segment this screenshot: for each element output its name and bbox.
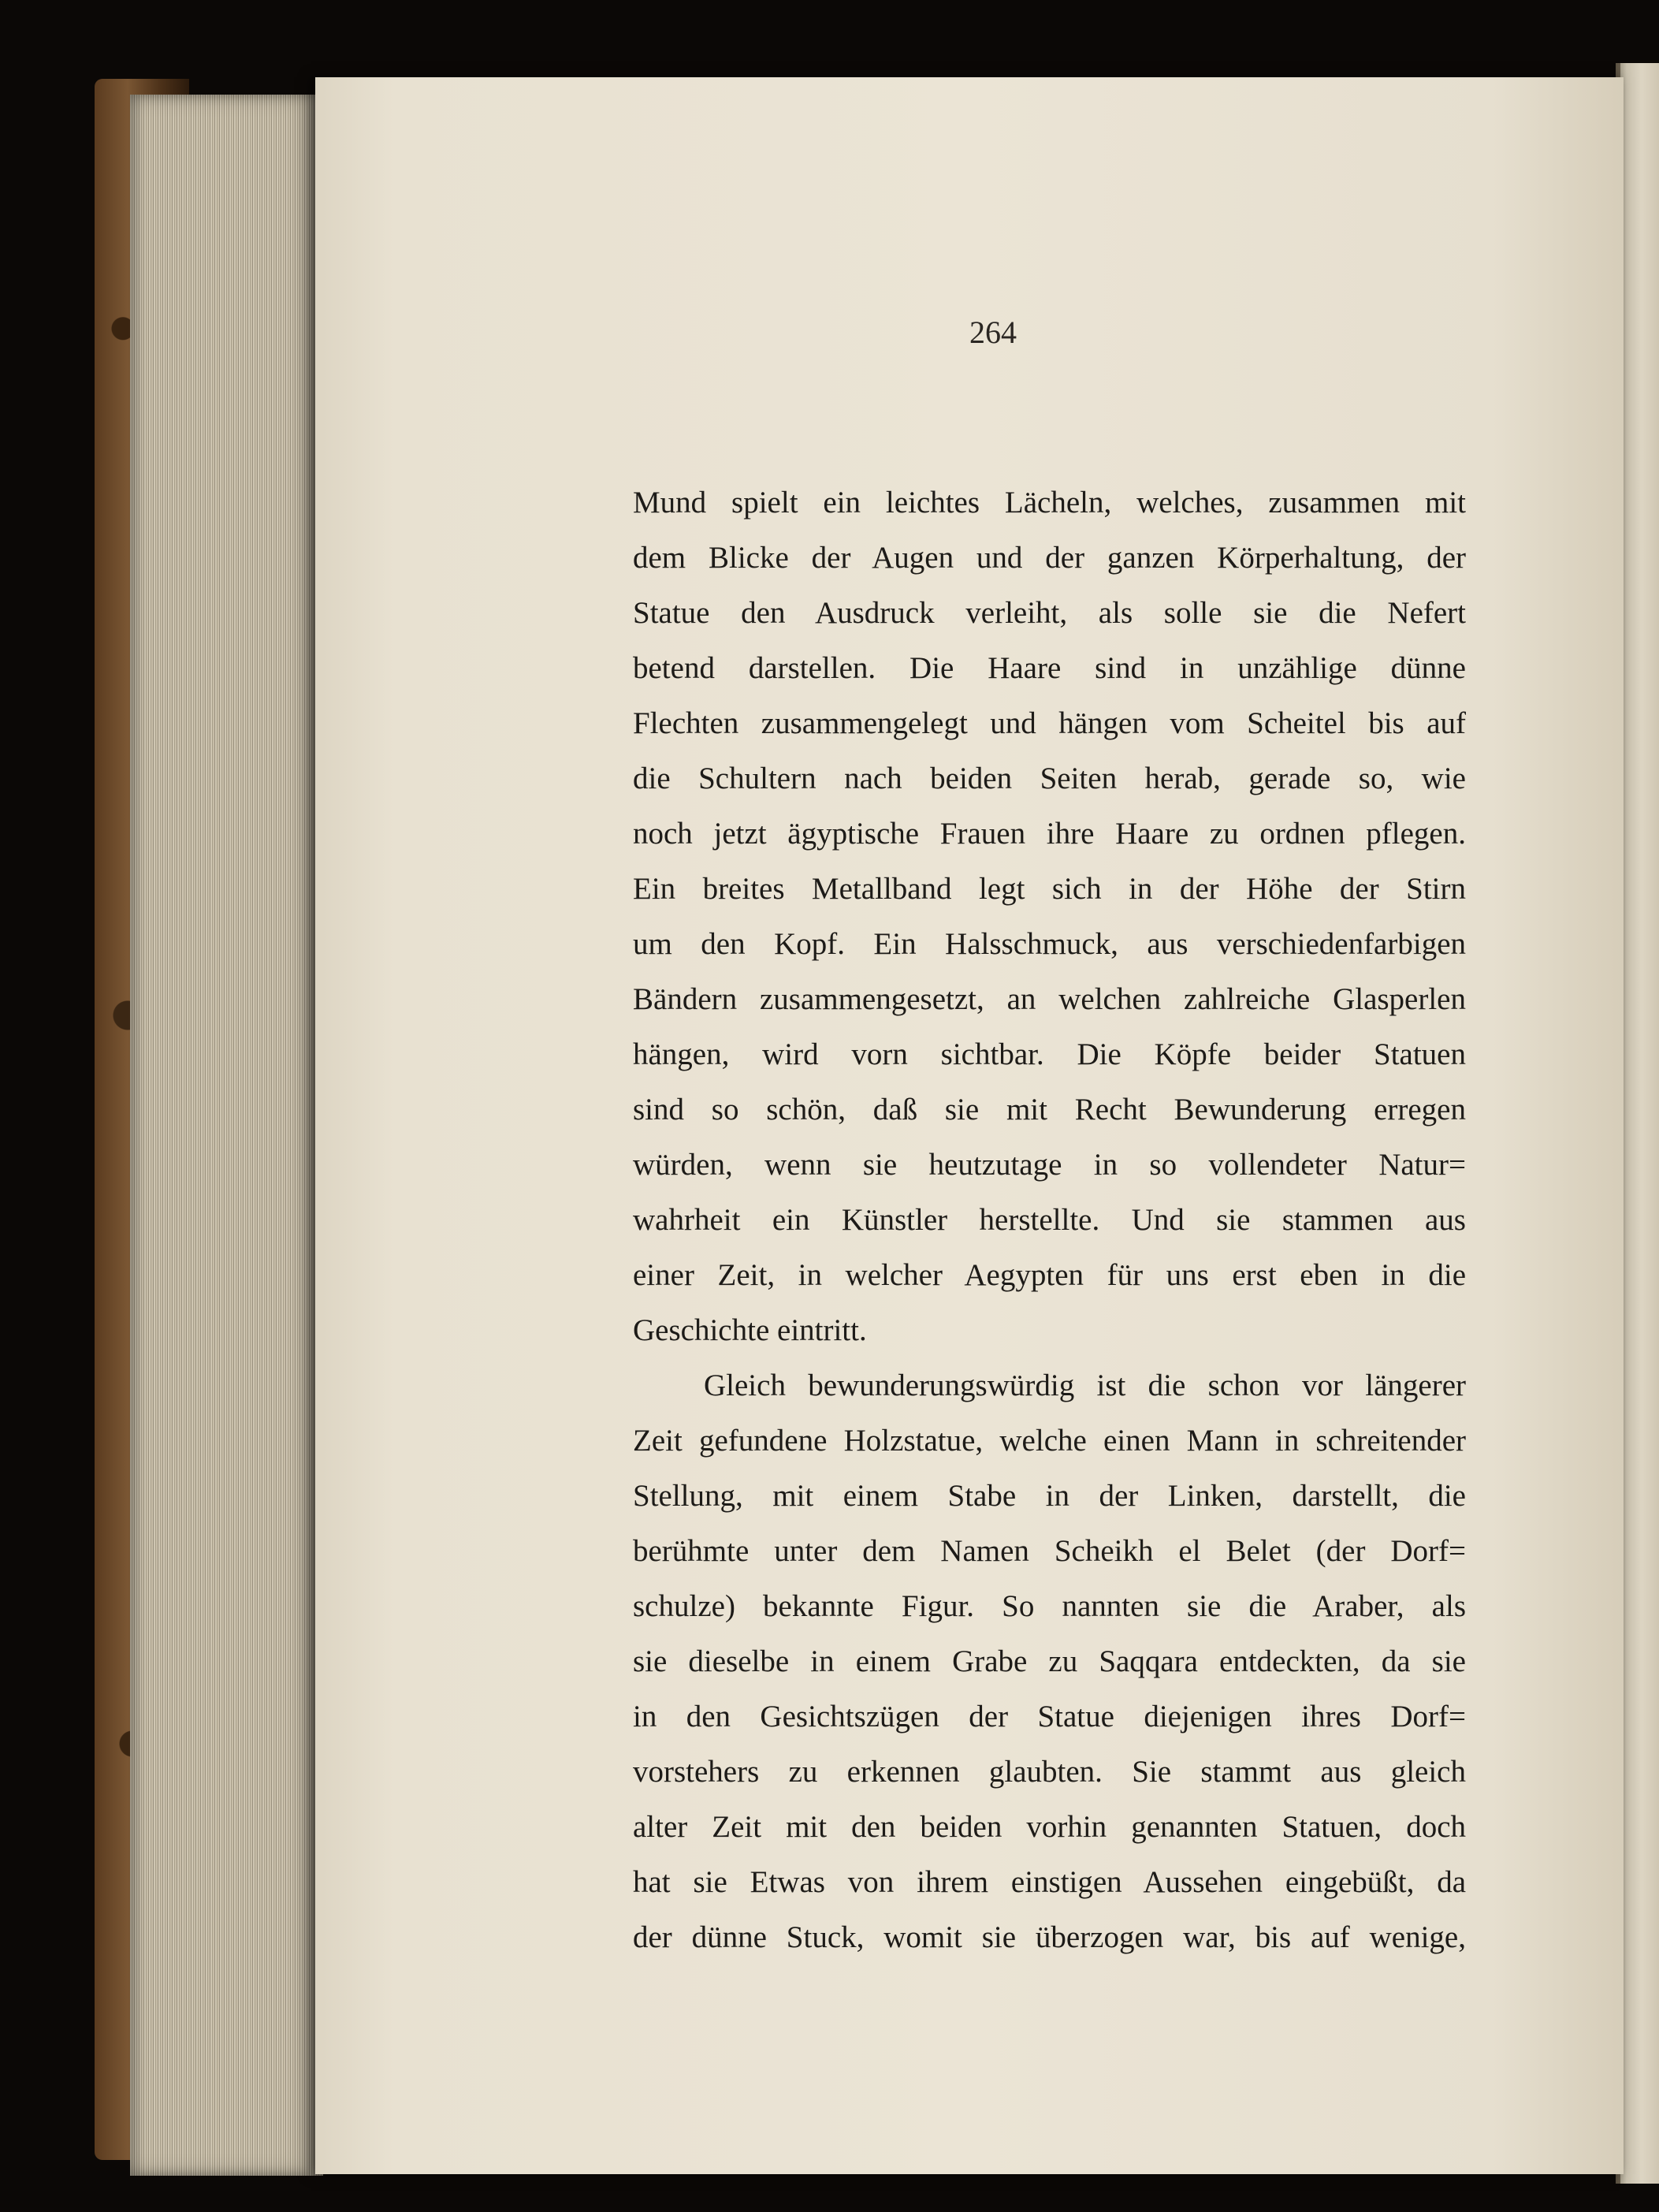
text-line: alter Zeit mit den beiden vorhin genannten Statuen, doch	[633, 1810, 1466, 1844]
text-line: einer Zeit, in welcher Aegypten für uns erst eben in die	[633, 1258, 1466, 1292]
text-line: Mund spielt ein leichtes Lächeln, welches, zusammen mit	[633, 486, 1466, 519]
text-line: Stellung, mit einem Stabe in der Linken, darstellt, die	[633, 1479, 1466, 1513]
text-line: hängen, wird vorn sichtbar. Die Köpfe beider Statuen	[633, 1037, 1466, 1071]
text-line: Gleich bewunderungswürdig ist die schon vor längerer	[704, 1369, 1466, 1402]
text-line: um den Kopf. Ein Halsschmuck, aus verschiedenfarbigen	[633, 927, 1466, 961]
text-line: der dünne Stuck, womit sie überzogen war, bis auf wenige,	[633, 1920, 1466, 1954]
text-line: Zeit gefundene Holzstatue, welche einen Mann in schreitender	[633, 1424, 1466, 1458]
text-line: würden, wenn sie heutzutage in so vollendeter Natur=	[633, 1148, 1466, 1182]
text-line: vorstehers zu erkennen glaubten. Sie stammt aus gleich	[633, 1755, 1466, 1789]
page-number: 264	[969, 315, 1017, 350]
text-line: berühmte unter dem Namen Scheikh el Belet (der Dorf=	[633, 1534, 1466, 1568]
text-line: sind so schön, daß sie mit Recht Bewunderung erregen	[633, 1093, 1466, 1126]
text-line: Statue den Ausdruck verleiht, als solle sie die Nefert	[633, 596, 1466, 630]
text-line: in den Gesichtszügen der Statue diejenigen ihres Dorf=	[633, 1700, 1466, 1733]
text-line: noch jetzt ägyptische Frauen ihre Haare zu ordnen pflegen.	[633, 817, 1466, 851]
text-line: dem Blicke der Augen und der ganzen Körperhaltung, der	[633, 541, 1466, 575]
text-line: Ein breites Metallband legt sich in der Höhe der Stirn	[633, 872, 1466, 906]
text-line: wahrheit ein Künstler herstellte. Und sie stammen aus	[633, 1203, 1466, 1237]
text-line: Bändern zusammengesetzt, an welchen zahlreiche Glasperlen	[633, 982, 1466, 1016]
text-line: hat sie Etwas von ihrem einstigen Aussehen eingebüßt, da	[633, 1865, 1466, 1899]
book-page	[315, 77, 1624, 2174]
body-text	[633, 475, 1466, 1965]
text-line: Geschichte eintritt.	[633, 1313, 867, 1347]
text-line: die Schultern nach beiden Seiten herab, gerade so, wie	[633, 762, 1466, 795]
page-edges	[130, 95, 323, 2176]
text-line: schulze) bekannte Figur. So nannten sie die Araber, als	[633, 1589, 1466, 1623]
text-line: Flechten zusammengelegt und hängen vom Scheitel bis auf	[633, 706, 1466, 740]
text-line: betend darstellen. Die Haare sind in unzählige dünne	[633, 651, 1466, 685]
text-line: sie dieselbe in einem Grabe zu Saqqara entdeckten, da sie	[633, 1644, 1466, 1678]
